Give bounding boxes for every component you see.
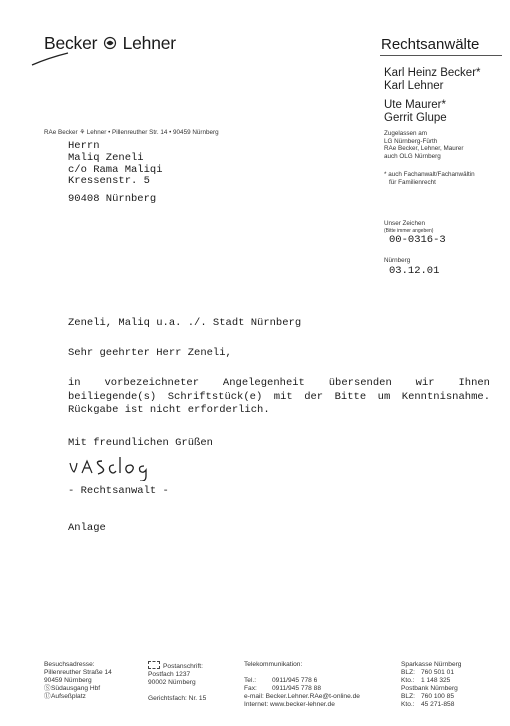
admission-line: auch OLG Nürnberg (384, 152, 441, 160)
recipient-line: c/o Rama Maliqi (68, 163, 163, 176)
bank-row (401, 693, 461, 701)
fax-row (244, 685, 360, 693)
footer-line (44, 685, 112, 693)
reference-number: 00-0316-3 (389, 234, 446, 246)
footer-line: Postfach 1237 (148, 670, 191, 678)
handwritten-signature (68, 453, 178, 481)
blz-label: BLZ: (401, 692, 415, 700)
partner-name: Ute Maurer* (384, 99, 446, 111)
footer-line (244, 669, 360, 677)
phone-number: 0911/945 778 6 (272, 676, 318, 684)
footer-label: Telekommunikation: (244, 661, 303, 668)
mailbox-icon (148, 661, 160, 669)
footer-line (44, 693, 112, 701)
recipient-city: 90408 Nürnberg (68, 193, 157, 205)
pen-stroke-mark (30, 50, 70, 68)
specialist-line: für Familienrecht (389, 178, 436, 186)
admission-note (384, 130, 463, 160)
date-label: Nürnberg (384, 257, 411, 264)
footer-label-row (148, 661, 206, 671)
firm-name-left: Becker (44, 33, 98, 53)
bank-name: Postbank Nürnberg (401, 684, 458, 692)
letter-closing: Mit freundlichen Grüßen (68, 437, 213, 449)
blz-label: BLZ: (401, 668, 415, 676)
recipient-address (68, 141, 163, 188)
footer-line: Gerichtsfach: Nr. 15 (148, 694, 207, 702)
kto-value: 45 271-858 (421, 700, 455, 708)
admission-line: Zugelassen am (384, 130, 428, 137)
footer-postal-address (148, 661, 206, 703)
phone-label: Tel.: (244, 676, 257, 684)
partners-group-1 (384, 67, 481, 92)
footer-bank-details (401, 661, 461, 708)
tram-icon: Ⓤ (44, 692, 51, 700)
enclosure-note: Anlage (68, 522, 106, 534)
footer-telecom (244, 661, 360, 708)
footer-line: 90002 Nürnberg (148, 678, 196, 686)
bank-name: Sparkasse Nürnberg (401, 661, 462, 668)
signer-title: - Rechtsanwalt - (68, 485, 169, 497)
firm-title: Rechtsanwälte (381, 36, 480, 53)
partner-name: Karl Heinz Becker* (384, 67, 481, 79)
fax-label: Fax: (244, 684, 257, 692)
letter-salutation: Sehr geehrter Herr Zeneli, (68, 347, 232, 359)
reference-label: Unser Zeichen (384, 220, 425, 227)
bank-row (401, 669, 461, 677)
fax-number: 0911/945 778 88 (272, 684, 322, 692)
kto-label: Kto.: (401, 676, 415, 684)
firm-name-right: Lehner (122, 33, 176, 53)
specialist-note (384, 171, 475, 186)
footer-text: Aufseßplatz (51, 692, 86, 700)
recipient-line: Kressenstr. 5 (68, 175, 150, 188)
email-address: e-mail: Becker.Lehner.RAe@t-online.de (244, 692, 360, 700)
sender-line: RAe Becker ⚘ Lehner • Pillenreuther Str. 14 • 90459 Nürnberg (44, 129, 219, 136)
admission-line: RAe Becker, Lehner, Maurer (384, 145, 464, 153)
footer-label: Postanschrift: (163, 663, 203, 670)
firm-emblem-icon (103, 36, 117, 50)
letter-body: in vorbezeichneter Angelegenheit übersenden wir Ihnen beiliegende(s) Schriftstück(e) mit der Bitte um Kenntnisnahme. Rückgabe ist nicht erforderlich. (68, 377, 490, 416)
footer-line: Pillenreuther Straße 14 (44, 668, 112, 676)
reference-note: (Bitte immer angeben) (384, 227, 434, 234)
header-rule (380, 55, 502, 56)
footer-label: Besuchsadresse: (44, 661, 95, 668)
letter-subject: Zeneli, Maliq u.a. ./. Stadt Nürnberg (68, 317, 302, 329)
partner-name: Gerrit Glupe (384, 111, 447, 124)
footer-visit-address (44, 661, 112, 701)
admission-line: LG Nürnberg-Fürth (384, 137, 438, 145)
partners-group-2 (384, 99, 447, 124)
train-icon: Ⓢ (44, 684, 51, 692)
letter-date: 03.12.01 (389, 265, 440, 277)
kto-value: 1 148 325 (421, 676, 451, 684)
footer-spacer (148, 687, 206, 695)
bank-row (401, 701, 461, 709)
kto-label: Kto.: (401, 700, 415, 708)
footer-text: Südausgang Hbf (51, 684, 101, 692)
recipient-line: Herrn (68, 140, 100, 152)
website-url: Internet: www.becker-lehner.de (244, 700, 335, 708)
bank-row (401, 677, 461, 685)
specialist-line: * auch Fachanwalt/Fachanwältin (384, 171, 475, 178)
reference-label-block (384, 221, 433, 235)
partner-name: Karl Lehner (384, 79, 444, 92)
blz-value: 760 100 85 (421, 692, 455, 700)
footer-line: 90459 Nürnberg (44, 676, 92, 684)
recipient-line: Maliq Zeneli (68, 151, 144, 164)
phone-row (244, 677, 360, 685)
blz-value: 760 501 01 (421, 668, 455, 676)
